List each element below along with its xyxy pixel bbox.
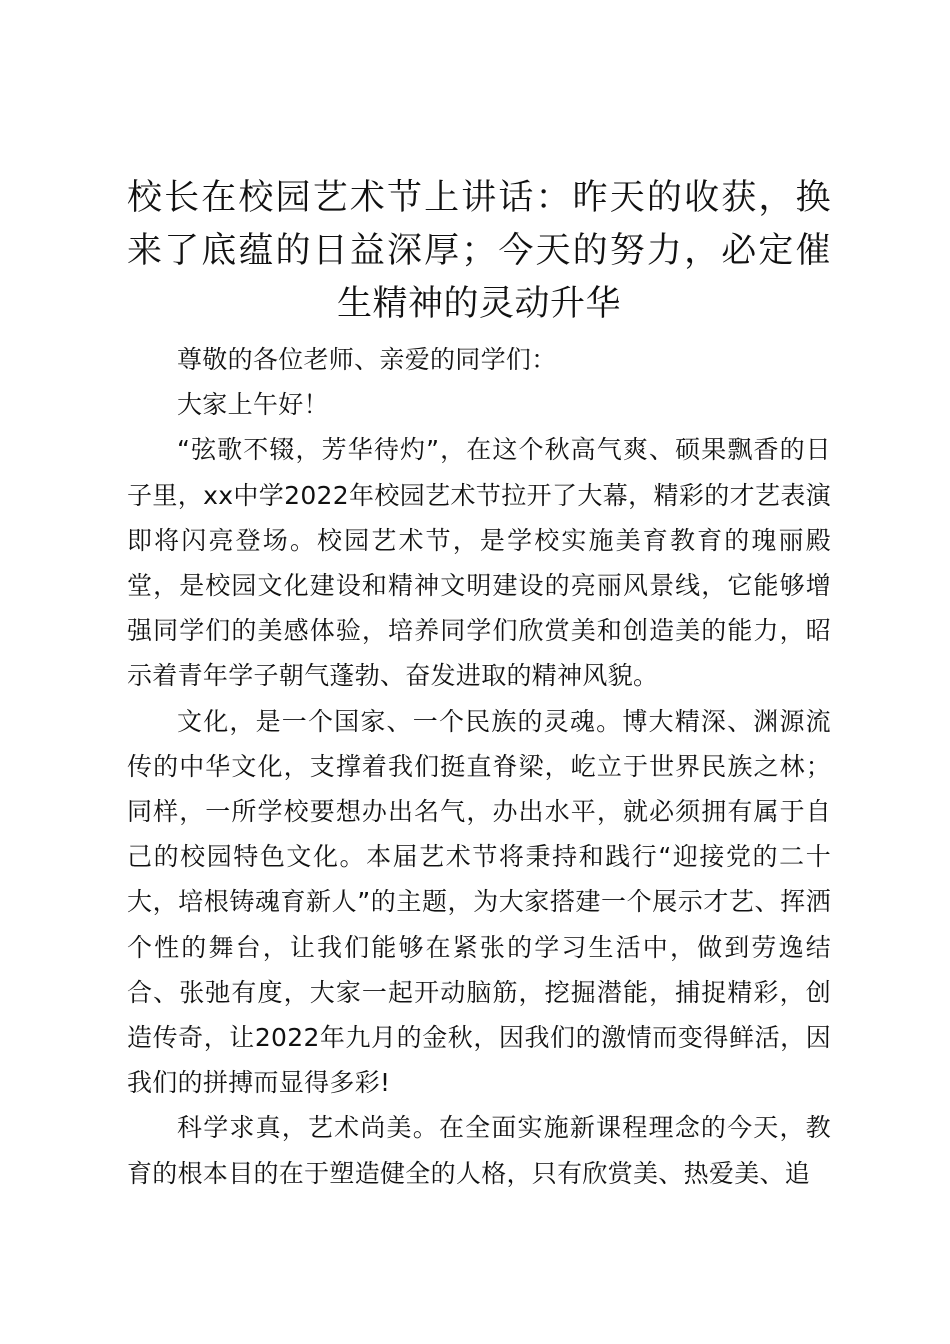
salutation: 尊敬的各位老师、亲爱的同学们： <box>177 345 557 374</box>
greeting: 大家上午好！ <box>177 390 329 420</box>
document-page <box>127 172 831 1196</box>
body-paragraph: “弦歌不辍，芳华待灼”，在这个秋高气爽、硕果飘香的日子里，xx中学2022年校园艺术节拉开了大幕，精彩的才艺表演即将闪亮登场。校园艺术节，是学校实施美育教育的瑰丽殿堂，是校园文化建设和精神文明建设的亮丽风景线，它能够增强同学们的美感体验，培养同学们欣赏美和创造美的能力，昭示着青年学子朝气蓬勃、奋发进取的精神风貌。 <box>127 435 831 691</box>
body-paragraph: 科学求真，艺术尚美。在全面实施新课程理念的今天，教育的根本目的在于塑造健全的人格，只有欣赏美、热爱美、追 <box>127 1113 831 1188</box>
body-paragraph: 文化，是一个国家、一个民族的灵魂。博大精深、渊源流传的中华文化，支撑着我们挺直脊梁，屹立于世界民族之林；同样，一所学校要想办出名气，办出水平，就必须拥有属于自己的校园特色文化。本届艺术节将秉持和践行“迎接党的二十大，培根铸魂育新人”的主题，为大家搭建一个展示才艺、挥洒个性的舞台，让我们能够在紧张的学习生活中，做到劳逸结合、张弛有度，大家一起开动脑筋，挖掘潜能，捕捉精彩，创造传奇，让2022年九月的金秋，因我们的激情而变得鲜活，因我们的拼搏而显得多彩! <box>127 706 831 1098</box>
document-title: 校长在校园艺术节上讲话：昨天的收获，换来了底蕴的日益深厚；今天的努力，必定催生精神的灵动升华 <box>127 178 831 324</box>
